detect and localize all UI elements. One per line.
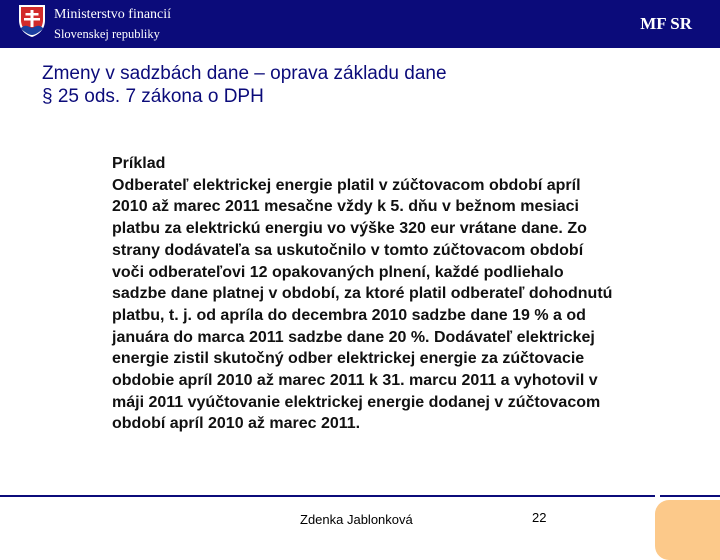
footer-author: Zdenka Jablonková <box>300 512 413 527</box>
slide-title-line1: Zmeny v sadzbách dane – oprava základu dane <box>42 63 447 84</box>
text-line: januára do marca 2011 sadzbe dane 20 %. Dodávateľ elektrickej <box>112 328 595 346</box>
ministry-name-line2: Slovenskej republiky <box>54 27 160 41</box>
text-line: Odberateľ elektrickej energie platil v zúčtovacom období apríl <box>112 176 581 194</box>
text-line: strany dodávateľa sa uskutočnilo v tomto zúčtovacom období <box>112 241 584 259</box>
corner-decoration <box>655 500 720 560</box>
slide-title <box>42 62 682 108</box>
ministry-name-line1: Ministerstvo financií <box>54 7 172 22</box>
example-text <box>112 153 692 435</box>
slide-header <box>0 0 720 48</box>
text-line: máji 2011 vyúčtovanie elektrickej energie dodanej v zúčtovacom <box>112 393 601 411</box>
slide-title-line2: § 25 ods. 7 zákona o DPH <box>42 86 264 107</box>
text-line: platbu, t. j. od apríla do decembra 2010 sadzbe dane 19 % a od <box>112 306 586 324</box>
text-line: voči odberateľovi 12 opakovaných plnení, každé podliehalo <box>112 263 564 281</box>
text-line: období apríl 2010 až marec 2011. <box>112 415 361 433</box>
text-line: sadzbe dane platnej v období, za ktoré platil odberateľ dohodnutú <box>112 285 613 303</box>
text-line: platbu za elektrickú energiu vo výške 320 eur vrátane dane. Zo <box>112 220 587 238</box>
text-line: energie zistil skutočný odber elektrickej energie za zúčtovacie <box>112 350 585 368</box>
footer-divider-right <box>660 495 720 497</box>
page-number: 22 <box>532 510 547 525</box>
text-line: obdobie apríl 2010 až marec 2011 k 31. marcu 2011 a vyhotovil v <box>112 372 598 390</box>
footer-divider <box>0 495 655 497</box>
ministry-name <box>54 6 171 43</box>
slovak-coat-of-arms-icon <box>18 4 46 38</box>
text-line: Príklad <box>112 155 166 172</box>
ministry-code: MF SR <box>640 14 692 33</box>
text-line: 2010 až marec 2011 mesačne vždy k 5. dňu v bežnom mesiaci <box>112 198 579 216</box>
